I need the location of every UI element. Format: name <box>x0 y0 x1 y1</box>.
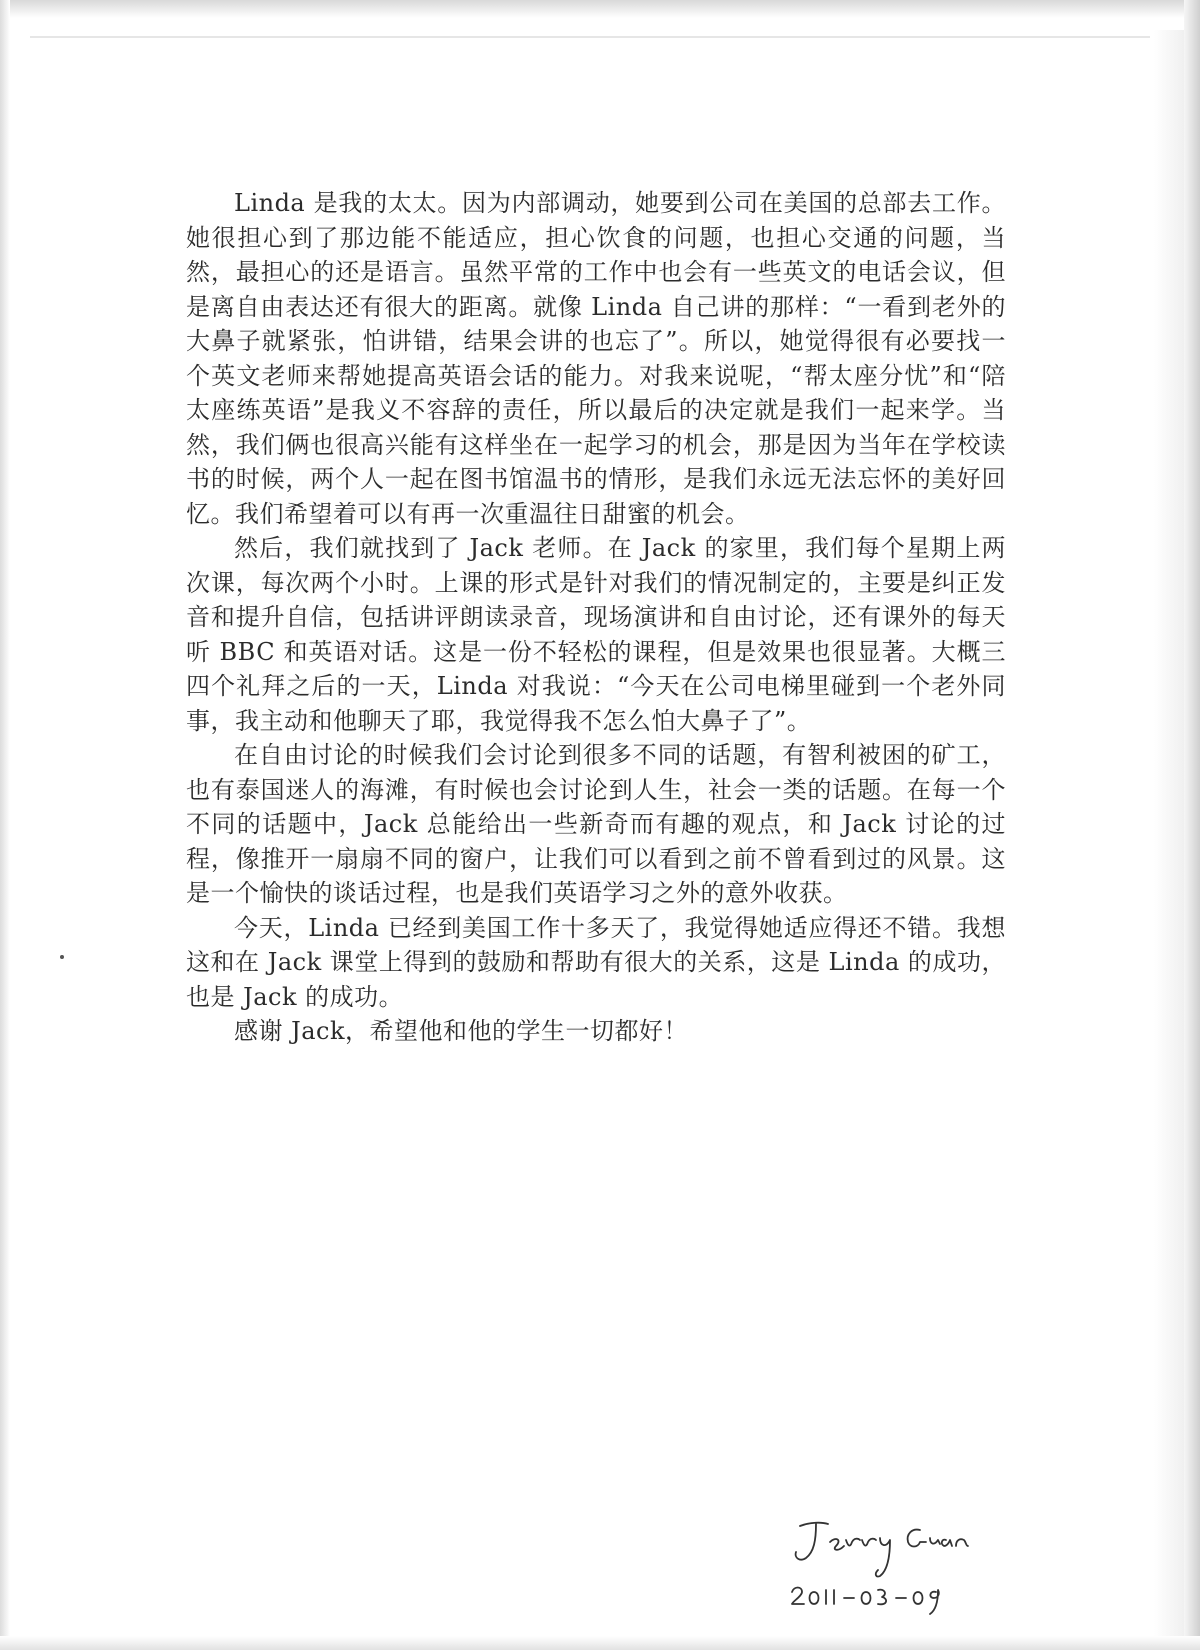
scan-edge-bottom <box>0 1636 1200 1650</box>
letter-body <box>186 186 1006 1049</box>
handwritten-signature <box>780 1500 1010 1620</box>
scan-shadow <box>1154 30 1184 1640</box>
paragraph-2: 然后，我们就找到了 Jack 老师。在 Jack 的家里，我们每个星期上两次课，每次两个小时。上课的形式是针对我们的情况制定的，主要是纠正发音和提升自信，包括讲评朗读录音，现场演讲和自由讨论，还有课外的每天听 BBC 和英语对话。这是一份不轻松的课程，但是效果也很显著。大概三四个礼拜之后的一天，Linda 对我说：“今天在公司电梯里碰到一个老外同事，我主动和他聊天了耶，我觉得我不怎么怕大鼻子了”。 <box>186 534 1006 735</box>
scan-edge-top <box>0 0 1200 18</box>
scan-edge-left <box>0 0 10 1650</box>
paragraph-4: 今天，Linda 已经到美国工作十多天了，我觉得她适应得还不错。我想这和在 Jack 课堂上得到的鼓励和帮助有很大的关系，这是 Linda 的成功，也是 Jack 的成功。 <box>186 913 1006 1011</box>
page-fold-line <box>30 36 1150 38</box>
paragraph-5: 感谢 Jack，希望他和他的学生一切都好！ <box>234 1017 689 1045</box>
paragraph-3: 在自由讨论的时候我们会讨论到很多不同的话题，有智利被困的矿工，也有泰国迷人的海滩，有时候也会讨论到人生，社会一类的话题。在每一个不同的话题中，Jack 总能给出一些新奇而有趣的观点，和 Jack 讨论的过程，像推开一扇扇不同的窗户，让我们可以看到之前不曾看到过的风景。这是一个愉快的谈话过程，也是我们英语学习之外的意外收获。 <box>186 741 1006 907</box>
paragraph-1: Linda 是我的太太。因为内部调动，她要到公司在美国的总部去工作。她很担心到了那边能不能适应，担心饮食的问题，也担心交通的问题，当然，最担心的还是语言。虽然平常的工作中也会有一些英文的电话会议，但是离自由表达还有很大的距离。就像 Linda 自己讲的那样：“一看到老外的大鼻子就紧张，怕讲错，结果会讲的也忘了”。所以，她觉得很有必要找一个英文老师来帮她提高英语会话的能力。对我来说呢，“帮太座分忧”和“陪太座练英语”是我义不容辞的责任，所以最后的决定就是我们一起来学。当然，我们俩也很高兴能有这样坐在一起学习的机会，那是因为当年在学校读书的时候，两个人一起在图书馆温书的情形，是我们永远无法忘怀的美好回忆。我们希望着可以有再一次重温往日甜蜜的机会。 <box>186 189 1006 528</box>
scan-speck <box>60 955 64 959</box>
scan-edge-right <box>1184 0 1200 1650</box>
